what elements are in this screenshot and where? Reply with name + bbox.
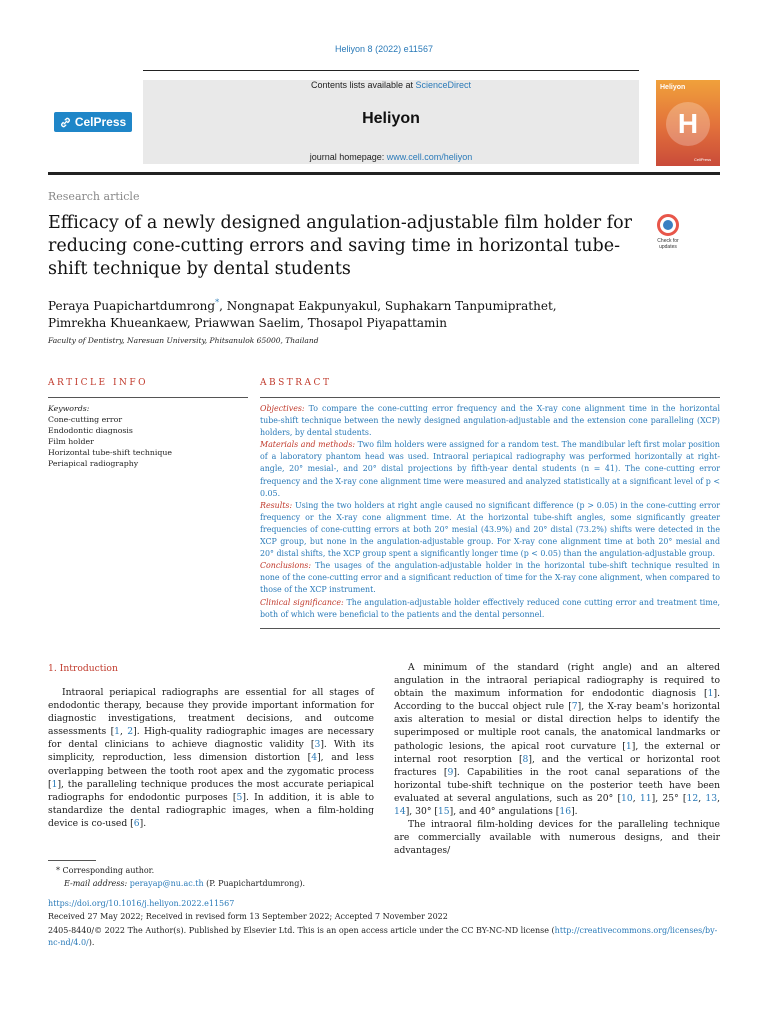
- license-link[interactable]: http://creativecommons.org/licenses/by-nc-nd/4.0/: [48, 926, 718, 947]
- keyword-item: Horizontal tube-shift technique: [48, 448, 172, 457]
- license-text: 2405-8440/© 2022 The Author(s). Published by Elsevier Ltd. This is an open access article under the CC BY-NC-ND license (: [48, 926, 555, 935]
- intro-paragraph-3: The intraoral film-holding devices for the paralleling technique are commercially available with numerous designs, and their advantages/: [394, 819, 720, 857]
- reference-link[interactable]: 13: [705, 792, 718, 804]
- corresponding-footnote: [56, 866, 154, 875]
- article-info-rule: [48, 397, 248, 398]
- keyword-item: Endodontic diagnosis: [48, 426, 133, 435]
- check-updates-icon-inner: [663, 220, 673, 230]
- homepage-prefix: journal homepage:: [309, 152, 387, 162]
- email-footnote: [64, 879, 305, 888]
- reference-link[interactable]: 1: [51, 778, 58, 790]
- article-title: Efficacy of a newly designed angulation-adjustable film holder for reducing cone-cutting errors and saving time in horizontal tube-shift technique by dental students: [48, 213, 632, 279]
- paragraph-text: ]. With its simplicity, reproduction, less dimension distortion [: [48, 739, 374, 764]
- body-column-right: [394, 661, 720, 857]
- journal-masthead: [143, 80, 639, 164]
- reference-link[interactable]: 5: [236, 791, 243, 803]
- section-heading-introduction: 1. Introduction: [48, 663, 118, 674]
- check-updates-label: Check for updates: [657, 238, 679, 250]
- license-statement: [48, 925, 720, 949]
- reference-link[interactable]: 4: [311, 752, 318, 764]
- check-updates-icon: [657, 214, 679, 236]
- journal-cover-image[interactable]: [656, 80, 720, 166]
- reference-link[interactable]: 2: [127, 726, 134, 738]
- paragraph-text: ,: [632, 792, 640, 804]
- reference-link[interactable]: 1: [625, 740, 632, 752]
- reference-link[interactable]: 12: [686, 792, 699, 804]
- link-icon: [60, 117, 71, 128]
- article-info-heading: ARTICLE INFO: [48, 378, 149, 388]
- intro-paragraph-2: [394, 661, 720, 818]
- keyword-item: Periapical radiography: [48, 459, 139, 468]
- paragraph-text: ]. High-quality radiographic images are necessary for dental clinicians to achieve diagnostic validity [: [48, 726, 374, 751]
- abstract-heading: ABSTRACT: [260, 378, 332, 388]
- paragraph-text: ], the X-ray beam's horizontal axis alteration to mesial or distal direction helps to identify the superimposed or multiple root canals, the anatomical landmarks or pathologic lesions, the apical root curvature [: [394, 701, 720, 752]
- corresponding-author-link[interactable]: *: [215, 298, 220, 307]
- methods-text: Two film holders were assigned for a random test. The mandibular left first molar position of a laboratory phantom head was used. Intraoral periapical radiography was performed horizontally at right-angle, 20° mesial-, and 20° distal projections by fifth-year dental students (n = 41). The cone-cutting error frequency and the X-ray cone alignment time were measured and analyzed statistically at a significant level of p < 0.05.: [260, 440, 721, 498]
- footnote-text: Corresponding author.: [60, 866, 155, 875]
- reference-link[interactable]: 1: [114, 726, 121, 738]
- header-rule: [143, 70, 639, 71]
- paragraph-text: ]. Capabilities in the root canal separations of the horizontal tube-shift technique on the posterior teeth have been evaluated at several angulations, such as 20° [: [394, 766, 720, 804]
- methods-label: Materials and methods:: [260, 440, 356, 450]
- reference-link[interactable]: 8: [522, 753, 529, 765]
- paragraph-text: Intraoral periapical radiographs are essential for all stages of endodontic therapy, because they provide important information for diagnostic investigations, treatment decisions, and outcome assessments [: [48, 687, 374, 738]
- paragraph-text: ], 25° [: [651, 792, 687, 804]
- body-column-left: [48, 686, 374, 830]
- author-list: [48, 294, 648, 332]
- contents-prefix: Contents lists available at: [310, 80, 416, 90]
- homepage-line: [143, 152, 639, 162]
- footnote-mark: *: [56, 866, 60, 875]
- paragraph-text: ,: [698, 792, 706, 804]
- paragraph-text: ]. In addition, it is able to standardize the dental radiographic images, when a film-holding device is co-used [: [48, 791, 374, 829]
- reference-link[interactable]: 14: [394, 806, 406, 818]
- homepage-link[interactable]: www.cell.com/heliyon: [386, 152, 473, 162]
- conclusions-text: The usages of the angulation-adjustable holder in the horizontal tube-shift technique resulted in none of the cone-cutting error and a significant reduction of time for the X-ray cone alignment, when compared to those of the XCP instrument.: [260, 561, 720, 595]
- abstract-methods: [260, 439, 720, 499]
- keywords-list: [48, 403, 248, 469]
- paragraph-text: ]. According to the buccal object rule [: [394, 688, 720, 713]
- paragraph-text: ], 30° [: [405, 806, 438, 818]
- significance-text: The angulation-adjustable holder effectively reduced cone cutting error and treatment time, both of which were beneficial to the patients and the dental personnel.: [260, 597, 720, 619]
- abstract-objectives: [260, 403, 720, 439]
- significance-label: Clinical significance:: [260, 597, 344, 607]
- abstract-rule: [260, 397, 720, 398]
- reference-link[interactable]: 7: [571, 701, 578, 713]
- abstract-body: [260, 403, 720, 621]
- paragraph-text: ].: [139, 817, 147, 829]
- paragraph-text: A minimum of the standard (right angle) and an altered angulation in the intraoral periapical radiography is required to obtain the maximum information for endodontic diagnosis [: [394, 662, 720, 700]
- journal-title: Heliyon: [362, 110, 420, 127]
- abstract-results: [260, 500, 720, 560]
- email-label: E-mail address:: [64, 879, 130, 888]
- intro-paragraph-1: [48, 686, 374, 830]
- received-dates: Received 27 May 2022; Received in revised form 13 September 2022; Accepted 7 November 2022: [48, 912, 448, 921]
- paragraph-text: ].: [571, 806, 578, 818]
- results-label: Results:: [260, 500, 293, 510]
- abstract-bottom-rule: [260, 628, 720, 629]
- doi-link[interactable]: https://doi.org/10.1016/j.heliyon.2022.e11567: [48, 899, 235, 908]
- paragraph-text: ], the external or internal root resorption [: [394, 740, 720, 765]
- objectives-label: Objectives:: [260, 404, 305, 413]
- cellpress-label: CelPress: [74, 115, 127, 129]
- paragraph-text: ], and 40° angulations [: [449, 806, 560, 818]
- email-link[interactable]: perayap@nu.ac.th: [129, 879, 204, 888]
- reference-link[interactable]: 16: [559, 806, 572, 818]
- reference-link[interactable]: 11: [639, 792, 652, 804]
- journal-citation-link[interactable]: Heliyon 8 (2022) e11567: [335, 44, 433, 54]
- keyword-item: Film holder: [48, 437, 94, 446]
- article-type: Research article: [48, 190, 140, 203]
- conclusions-label: Conclusions:: [260, 561, 312, 571]
- check-for-updates-button[interactable]: [650, 214, 686, 254]
- keywords-label: Keywords:: [48, 404, 90, 413]
- keyword-item: Cone-cutting error: [48, 415, 123, 424]
- header-thick-rule: [48, 172, 720, 175]
- paragraph-text: ], and less overlapping between the tooth root apex and the zygomatic process [: [48, 752, 374, 790]
- cover-title: Heliyon: [660, 84, 686, 91]
- reference-link[interactable]: 10: [621, 792, 633, 804]
- paragraph-text: ], and the vertical or horizontal root fractures [: [394, 753, 720, 778]
- results-text: Using the two holders at right angle caused no significant difference (p > 0.05) in the cone-cutting error frequency or the X-ray cone alignment time. At the horizontal tube-shift angles, some significantly greater frequencies of cone-cutting errors at both 20° mesial (43.9%) and 20° distal (73.2%) shifts were detected in the XCP group, but none in the angulation-adjustable group. For X-ray cone alignment time at both 20° mesial and 20° distal shifts, the XCP group spent a significantly longer time (p < 0.05) than the angulation-adjustable group.: [260, 500, 720, 559]
- affiliation: Faculty of Dentistry, Naresuan University, Phitsanulok 65000, Thailand: [48, 336, 319, 345]
- reference-link[interactable]: 9: [447, 766, 454, 778]
- contents-line: [143, 80, 639, 90]
- sciencedirect-link[interactable]: ScienceDirect: [415, 80, 472, 90]
- abstract-conclusions: [260, 560, 720, 596]
- cellpress-logo[interactable]: [48, 80, 138, 164]
- author-name: Peraya Puapichartdumrong: [48, 299, 216, 313]
- footnote-rule: [48, 860, 96, 861]
- reference-link[interactable]: 6: [133, 817, 140, 829]
- email-owner: (P. Puapichartdumrong).: [203, 879, 305, 888]
- cellpress-badge: [54, 112, 132, 132]
- reference-link[interactable]: 1: [707, 688, 714, 700]
- reference-link[interactable]: 3: [314, 739, 321, 751]
- license-end: ).: [88, 938, 95, 947]
- paragraph-text: ,: [717, 792, 720, 804]
- abstract-significance: [260, 597, 720, 621]
- author-names: , Nongnapat Eakpunyakul, Suphakarn Tanpumiprathet,: [219, 299, 557, 313]
- paragraph-text: ,: [120, 726, 128, 738]
- author-names-line2: Pimrekha Khueankaew, Priawwan Saelim, Thosapol Piyapattamin: [48, 316, 447, 330]
- paragraph-text: ], the paralleling technique produces the most accurate periapical radiographs for endodontic purposes [: [48, 778, 374, 803]
- reference-link[interactable]: 15: [437, 806, 450, 818]
- objectives-text: To compare the cone-cutting error frequency and the X-ray cone alignment time in the horizontal tube-shift technique between the newly designed angulation-adjustable and the extension cone paralleling (XCP) holders, by dental students.: [260, 404, 720, 438]
- cover-h-logo: H: [666, 102, 710, 146]
- cover-brand: CellPress: [694, 157, 712, 162]
